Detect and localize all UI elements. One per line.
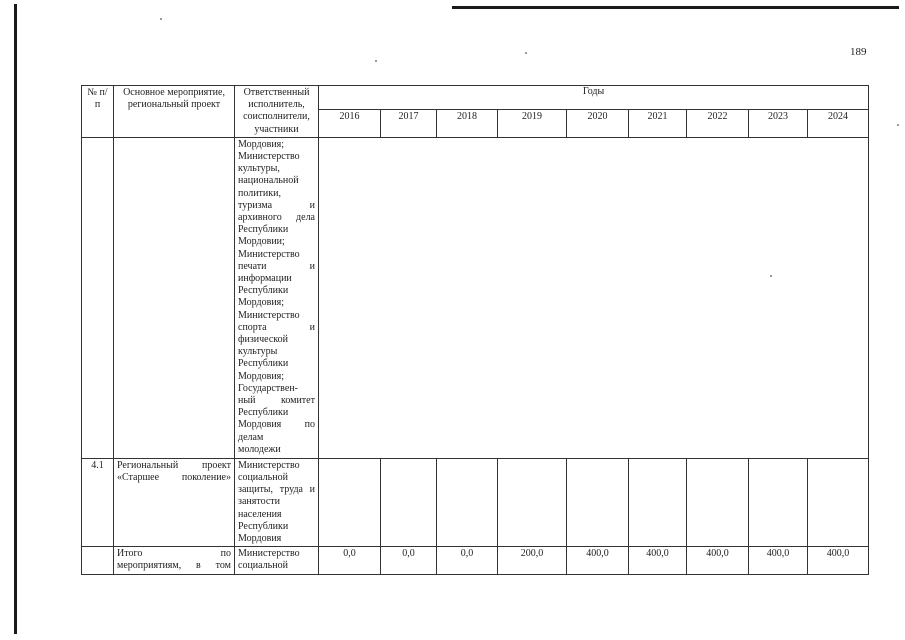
value-2021: 400,0: [629, 547, 687, 574]
value-2020: [567, 458, 629, 546]
measure-cell-line: Итого по: [117, 548, 231, 560]
executor-cell-line: культуры: [238, 346, 278, 358]
value-2016: [319, 458, 381, 546]
scan-left-edge: [14, 4, 17, 634]
header-executor: Ответственный исполнитель, соисполнители, участники: [235, 86, 319, 138]
executor-cell-line: социальной: [238, 472, 288, 484]
executor-cell: [235, 547, 319, 574]
scan-speck: [375, 60, 377, 62]
executor-cell-line: Республики: [238, 224, 289, 236]
header-year-2020: 2020: [567, 110, 629, 138]
executor-cell-line: населения: [238, 508, 282, 520]
measure-cell-line: «Старшее поколение»: [117, 472, 231, 484]
header-num: № п/п: [82, 86, 114, 138]
executor-cell-line: защиты, труда и: [238, 484, 315, 496]
header-measure: Основное мероприятие, региональный проект: [114, 86, 235, 138]
value-2016: 0,0: [319, 547, 381, 574]
header-year-2019: 2019: [498, 110, 567, 138]
executor-cell-line: политики,: [238, 187, 281, 199]
table-header-row: [82, 86, 869, 110]
table-row: [82, 137, 869, 458]
measure-cell: [114, 137, 235, 458]
header-year-2021: 2021: [629, 110, 687, 138]
scan-speck: [525, 52, 527, 54]
scan-speck: [160, 18, 162, 20]
executor-cell-line: Государствен-: [238, 382, 298, 394]
executor-cell-line: Республики: [238, 358, 289, 370]
row-number: [82, 547, 114, 574]
measure-cell-line: мероприятиям, в том: [117, 560, 231, 572]
row-number: [82, 137, 114, 458]
header-year-2016: 2016: [319, 110, 381, 138]
value-2019: [498, 458, 567, 546]
page-number: 189: [850, 46, 867, 58]
executor-cell-line: спорта и: [238, 321, 315, 333]
executor-cell-line: молодежи: [238, 443, 281, 455]
row-number: 4.1: [82, 458, 114, 546]
executor-cell-line: печати и: [238, 260, 315, 272]
executor-cell: [235, 458, 319, 546]
executor-cell-line: культуры,: [238, 163, 280, 175]
executor-cell-line: Мордовии;: [238, 236, 285, 248]
value-2022: 400,0: [687, 547, 749, 574]
value-2017: 0,0: [381, 547, 437, 574]
executor-cell-line: Мордовия;: [238, 370, 285, 382]
executor-cell-line: Министерство: [238, 248, 300, 260]
measure-cell: [114, 458, 235, 546]
value-2018: [437, 458, 498, 546]
header-years-group: Годы: [319, 86, 869, 110]
executor-cell-line: Мордовия по: [238, 419, 315, 431]
header-year-2024: 2024: [808, 110, 869, 138]
executor-cell-line: Министерство: [238, 459, 300, 471]
executor-cell-line: Мордовия;: [238, 138, 285, 150]
header-year-2018: 2018: [437, 110, 498, 138]
executor-cell-line: Республики: [238, 407, 289, 419]
value-2020: 400,0: [567, 547, 629, 574]
table-body: [82, 137, 869, 574]
value-2023: 400,0: [749, 547, 808, 574]
executor-cell-line: национальной: [238, 175, 299, 187]
executor-cell-line: Мордовия: [238, 533, 282, 545]
value-2024: 400,0: [808, 547, 869, 574]
executor-cell-line: Министерство: [238, 151, 300, 163]
scan-top-edge: [452, 6, 899, 9]
empty-values-area: [319, 137, 869, 458]
measure-cell-line: Региональный проект: [117, 459, 231, 471]
executor-cell-line: физической: [238, 334, 288, 346]
executor-cell-line: архивного дела: [238, 212, 315, 224]
executor-cell-line: занятости: [238, 496, 280, 508]
value-2018: 0,0: [437, 547, 498, 574]
value-2021: [629, 458, 687, 546]
measure-cell: [114, 547, 235, 574]
executor-cell-line: Министерство: [238, 548, 300, 560]
value-2022: [687, 458, 749, 546]
header-year-2022: 2022: [687, 110, 749, 138]
program-table: [81, 85, 869, 575]
executor-cell-line: Мордовия;: [238, 297, 285, 309]
value-2023: [749, 458, 808, 546]
table-row: [82, 458, 869, 546]
executor-cell-line: социальной: [238, 560, 288, 572]
executor-cell-line: ный комитет: [238, 395, 315, 407]
value-2017: [381, 458, 437, 546]
executor-cell-line: Министерство: [238, 309, 300, 321]
value-2024: [808, 458, 869, 546]
executor-cell-line: делам: [238, 431, 264, 443]
header-year-2023: 2023: [749, 110, 808, 138]
table-row: [82, 547, 869, 574]
value-2019: 200,0: [498, 547, 567, 574]
executor-cell-line: Республики: [238, 285, 289, 297]
executor-cell-line: информации: [238, 273, 292, 285]
executor-cell-line: туризма и: [238, 199, 315, 211]
header-year-2017: 2017: [381, 110, 437, 138]
scan-speck: [897, 124, 899, 126]
executor-cell-line: Республики: [238, 520, 289, 532]
executor-cell: [235, 137, 319, 458]
